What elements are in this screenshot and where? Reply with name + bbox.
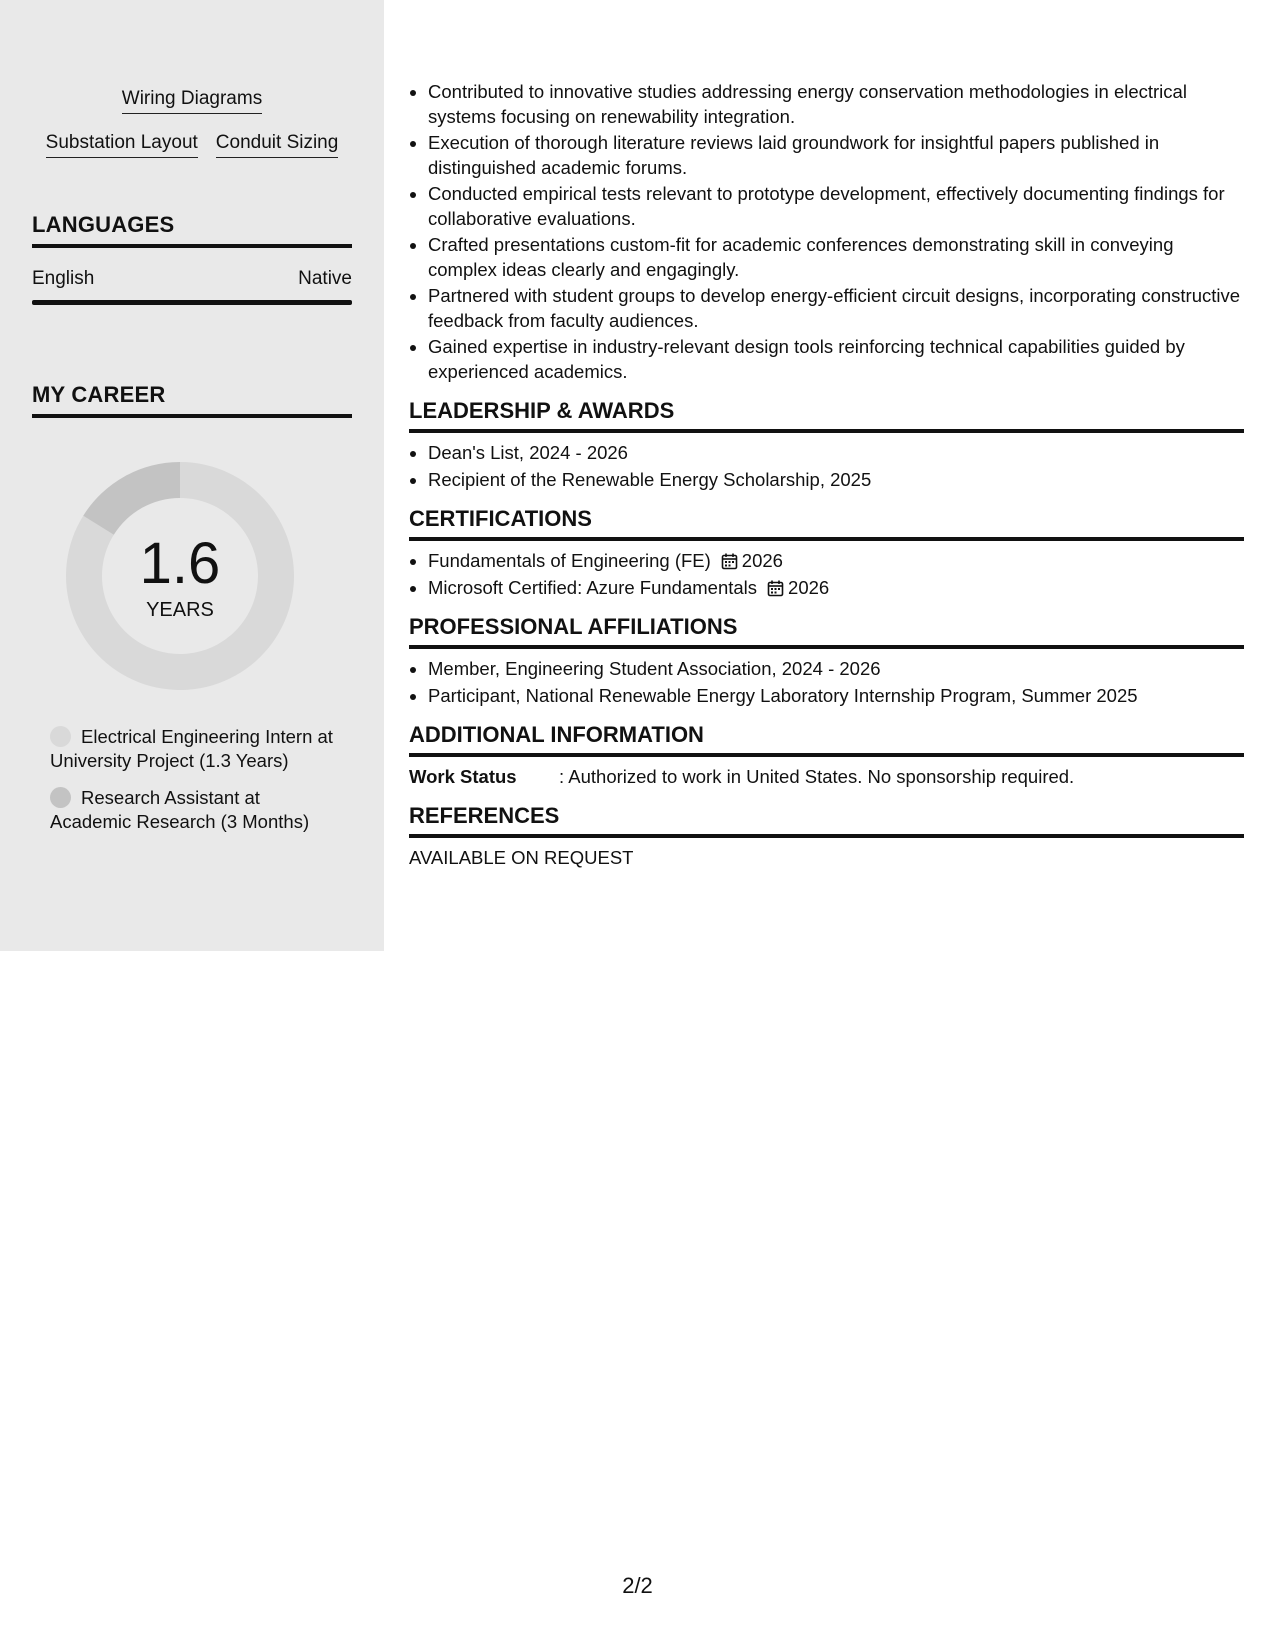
career-total-value: 1.6 bbox=[139, 531, 221, 596]
affiliations-heading: PROFESSIONAL AFFILIATIONS bbox=[409, 614, 1244, 649]
list-item: • Partnered with student groups to develop energy-efficient circuit designs, incorporating constructive feedback from faculty audiences. bbox=[428, 284, 1244, 333]
leadership-list bbox=[409, 441, 1244, 492]
career-total bbox=[66, 462, 294, 690]
calendar-icon bbox=[767, 580, 784, 597]
skill-tag: Conduit Sizing bbox=[216, 132, 339, 158]
language-name: English bbox=[32, 268, 95, 289]
work-status-value: : Authorized to work in United States. No sponsorship required. bbox=[559, 766, 1075, 787]
list-item bbox=[428, 549, 1244, 574]
list-item: • Execution of thorough literature reviews laid groundwork for insightful papers published in distinguished academic forums. bbox=[428, 131, 1244, 180]
skill-tag: Wiring Diagrams bbox=[122, 88, 262, 114]
certifications-heading: CERTIFICATIONS bbox=[409, 506, 1244, 541]
work-status-row bbox=[409, 765, 1244, 789]
list-item: • Recipient of the Renewable Energy Scholarship, 2025 bbox=[428, 468, 1244, 493]
list-item: • Contributed to innovative studies addressing energy conservation methodologies in electrical systems focusing on renewability integration. bbox=[428, 80, 1244, 129]
languages-heading: LANGUAGES bbox=[32, 212, 352, 248]
list-item: • Dean's List, 2024 - 2026 bbox=[428, 441, 1244, 466]
additional-info-heading: ADDITIONAL INFORMATION bbox=[409, 722, 1244, 757]
certification-year: 2026 bbox=[741, 550, 783, 571]
main-content bbox=[409, 80, 1244, 870]
language-proficiency-bar bbox=[32, 300, 352, 305]
calendar-icon bbox=[721, 553, 738, 570]
list-item: • Gained expertise in industry-relevant design tools reinforcing technical capabilities guided by experienced academics. bbox=[428, 335, 1244, 384]
legend-dot bbox=[50, 787, 71, 808]
certification-name: Microsoft Certified: Azure Fundamentals bbox=[428, 576, 758, 598]
career-legend-item bbox=[50, 725, 340, 773]
language-row bbox=[32, 268, 352, 290]
career-legend-label: Electrical Engineering Intern at University Project (1.3 Years) bbox=[50, 726, 333, 771]
list-item bbox=[428, 576, 1244, 601]
references-text: AVAILABLE ON REQUEST bbox=[409, 847, 634, 868]
references-heading: REFERENCES bbox=[409, 803, 1244, 838]
page-number: 2/2 bbox=[622, 1573, 653, 1598]
career-legend-label: Research Assistant at Academic Research (3 Months) bbox=[50, 787, 310, 832]
list-item: • Member, Engineering Student Association, 2024 - 2026 bbox=[428, 657, 1244, 682]
certifications-list bbox=[409, 549, 1244, 600]
skills-list bbox=[32, 88, 352, 176]
certification-name: Fundamentals of Engineering (FE) bbox=[428, 550, 711, 571]
affiliations-list bbox=[409, 657, 1244, 708]
leadership-heading: LEADERSHIP & AWARDS bbox=[409, 398, 1244, 433]
certification-year: 2026 bbox=[788, 576, 830, 598]
list-item: • Conducted empirical tests relevant to prototype development, effectively documenting findings for collaborative evaluations. bbox=[428, 182, 1244, 231]
experience-bullets bbox=[409, 80, 1244, 384]
legend-dot bbox=[50, 726, 71, 747]
language-level: Native bbox=[298, 268, 352, 289]
work-status-label: Work Status bbox=[409, 766, 517, 787]
career-legend-item bbox=[50, 786, 340, 834]
skill-tag: Substation Layout bbox=[46, 132, 198, 158]
list-item: • Participant, National Renewable Energy Laboratory Internship Program, Summer 2025 bbox=[428, 684, 1244, 709]
list-item: • Crafted presentations custom-fit for academic conferences demonstrating skill in conveying complex ideas clearly and engagingly. bbox=[428, 233, 1244, 282]
career-total-unit: YEARS bbox=[146, 599, 214, 621]
career-heading: MY CAREER bbox=[32, 382, 352, 418]
